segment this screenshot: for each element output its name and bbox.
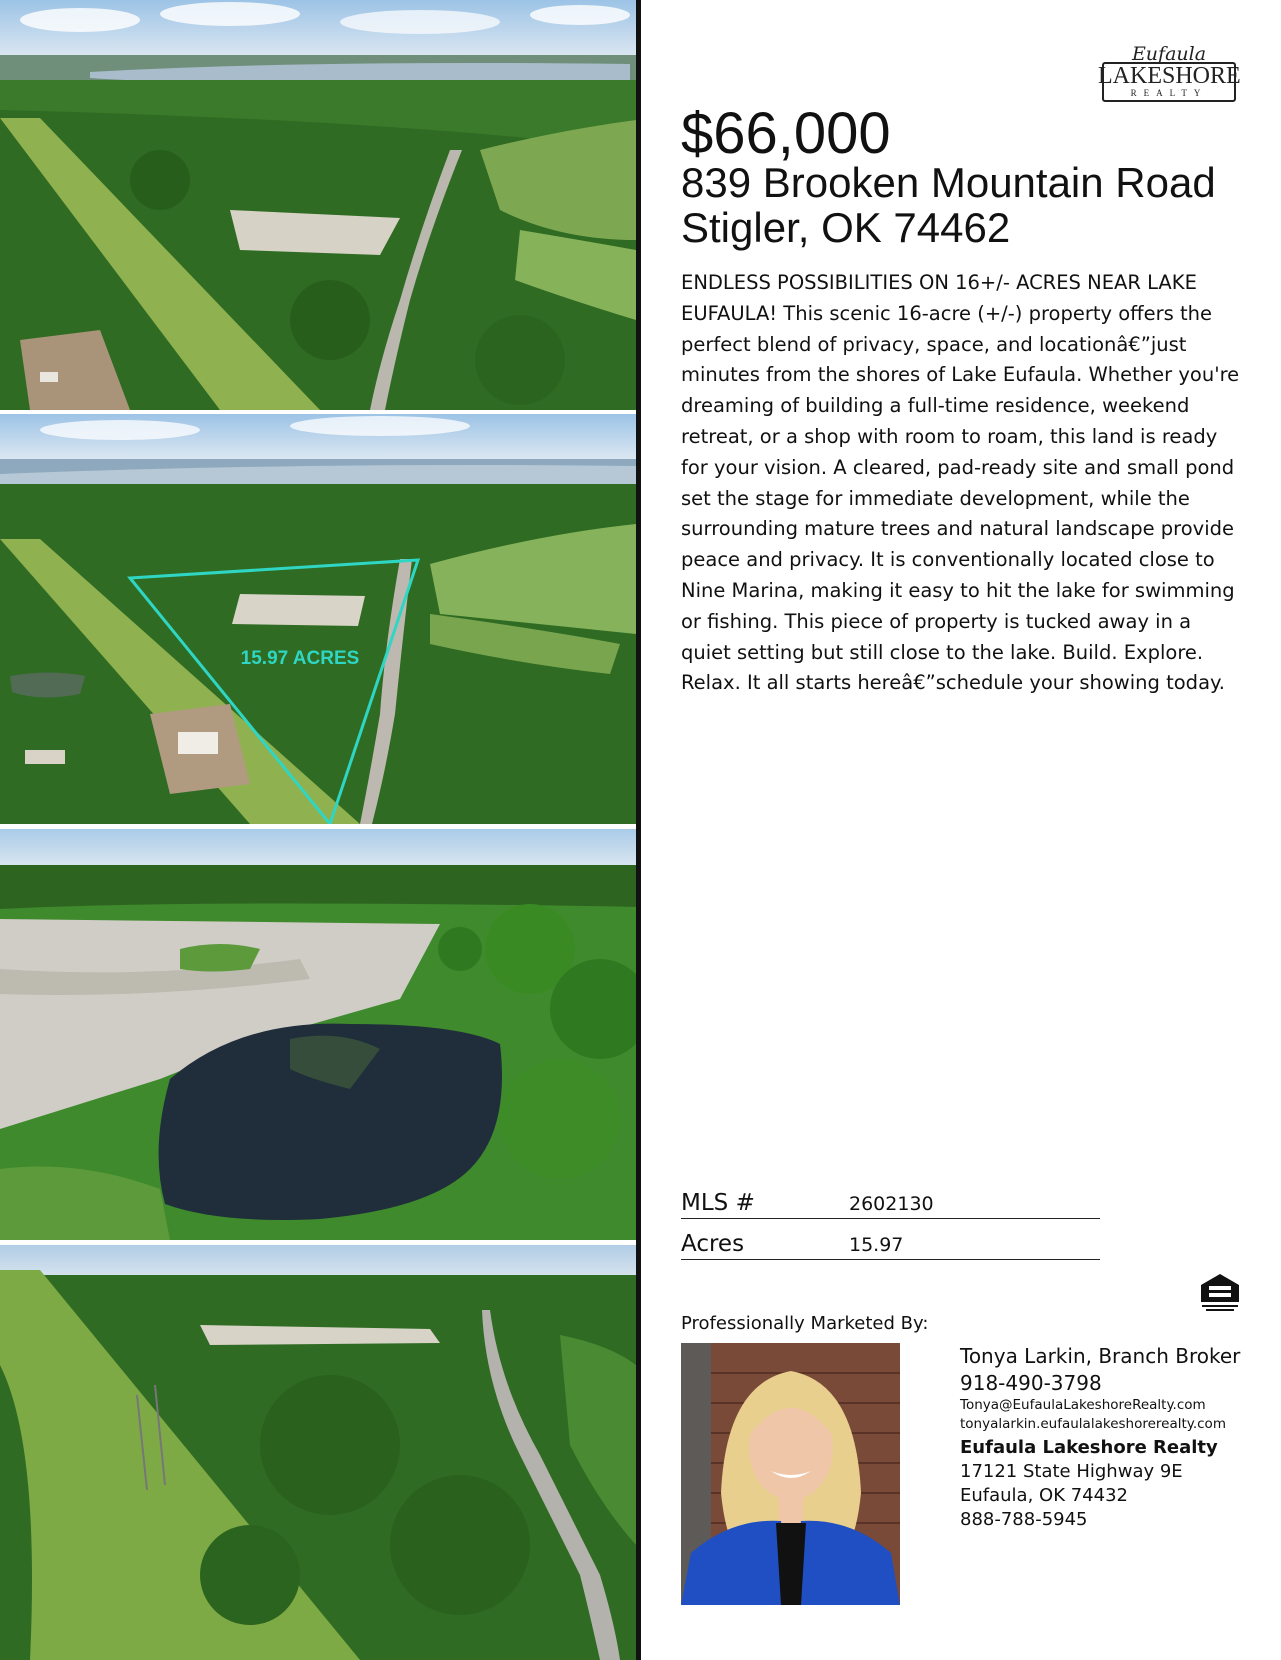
logo-subtitle: REALTY — [1130, 88, 1208, 98]
agent-website[interactable]: tonyalarkin.eufaulalakeshorerealty.com — [960, 1416, 1226, 1432]
listing-price: $66,000 — [681, 101, 891, 166]
mls-value: 2602130 — [849, 1193, 934, 1215]
aerial-photo-boundary — [0, 414, 636, 824]
agent-email[interactable]: Tonya@EufaulaLakeshoreRealty.com — [960, 1397, 1206, 1413]
mls-row — [681, 1182, 1100, 1219]
logo-wordmark: LAKESHORE — [1098, 63, 1241, 89]
logo-script-text: Eufaula — [1131, 43, 1207, 65]
acres-label: Acres — [681, 1231, 745, 1257]
agent-photo — [681, 1343, 900, 1605]
pond-photo — [0, 829, 636, 1240]
company-city: Eufaula, OK 74432 — [960, 1485, 1128, 1506]
company-name: Eufaula Lakeshore Realty — [960, 1437, 1218, 1458]
address-city: Stigler, OK 74462 — [681, 204, 1011, 251]
acres-overlay-label: 15.97 ACRES — [240, 648, 360, 669]
photo-column — [0, 0, 636, 1660]
company-logo — [1098, 44, 1240, 102]
marketed-by-heading: Professionally Marketed By: — [681, 1313, 929, 1334]
company-phone[interactable]: 888-788-5945 — [960, 1509, 1088, 1530]
aerial-photo-1 — [0, 0, 636, 410]
address-street: 839 Brooken Mountain Road — [681, 159, 1216, 206]
agent-phone[interactable]: 918-490-3798 — [960, 1371, 1102, 1395]
aerial-photo-road — [0, 1245, 636, 1660]
acres-row — [681, 1223, 1100, 1260]
mls-label: MLS # — [681, 1190, 755, 1216]
column-divider — [636, 0, 641, 1660]
agent-contact-block — [960, 1342, 1260, 1532]
acres-value: 15.97 — [849, 1234, 904, 1256]
agent-name: Tonya Larkin, Branch Broker — [960, 1344, 1241, 1368]
company-street: 17121 State Highway 9E — [960, 1461, 1183, 1482]
equal-housing-icon — [1198, 1272, 1242, 1314]
listing-description: ENDLESS POSSIBILITIES ON 16+/- ACRES NEAR LAKE EUFAULA! This scenic 16-acre (+/-) property offers the perfect blend of privacy, space, and locationâ€”just minutes from the shores of Lake Eufaula. Whether you're dreaming of building a full-time residence, weekend retreat, or a shop with room to roam, this land is ready for your vision. A cleared, pad-ready site and small pond set the stage for immediate development, while the surrounding mature trees and natural landscape provide peace and privacy. It is conventionally located close to Nine Marina, making it easy to hit the lake for swimming or fishing. This piece of property is tucked away in a quiet setting but still close to the lake. Build. Explore. Relax. It all starts hereâ€”schedule your showing today. — [681, 271, 1240, 695]
